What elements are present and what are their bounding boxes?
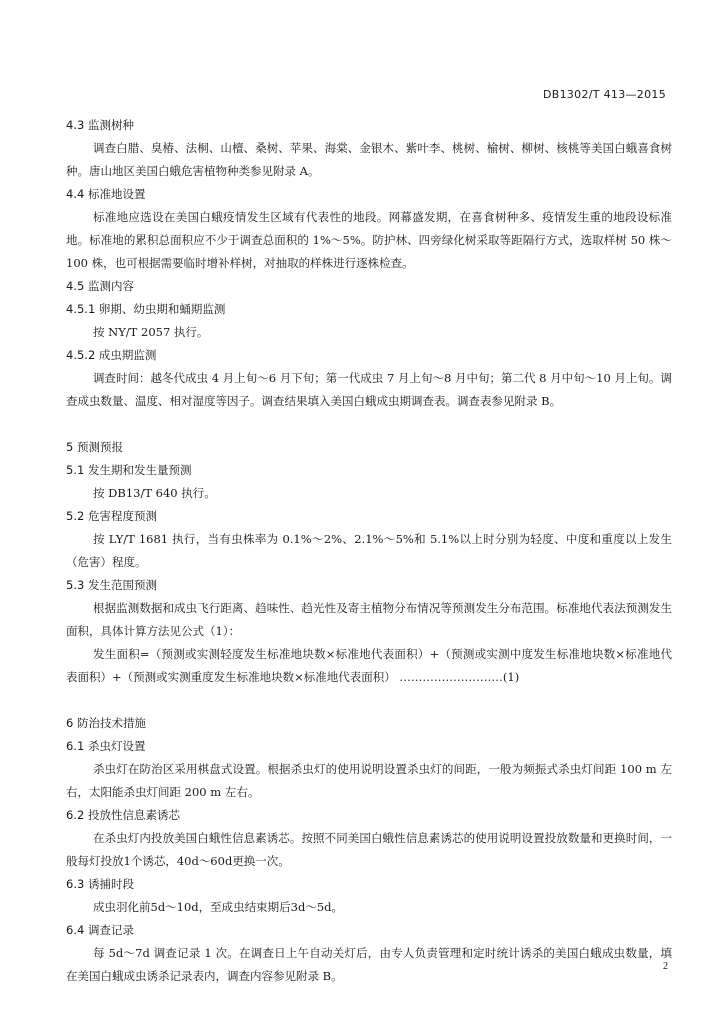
paragraph: 调查时间：越冬代成虫 4 月上旬～6 月下旬；第一代成虫 7 月上旬～8 月中旬；第二代 8 月中旬～10 月上旬。调查成虫数量、温度、相对湿度等因子。调查结果填入美国白蛾成虫期调查表。调查表参见附录 B。: [66, 371, 672, 408]
section-heading: 6.4 调查记录: [66, 923, 134, 937]
section-heading: 4.5.2 成虫期监测: [66, 348, 157, 362]
page-number: 2: [663, 961, 668, 972]
section-heading: 5.3 发生范围预测: [66, 578, 157, 592]
section-heading: 5 预测预报: [66, 440, 123, 454]
paragraph: 按 NY/T 2057 执行。: [93, 325, 209, 339]
section-heading: 5.1 发生期和发生量预测: [66, 463, 192, 477]
paragraph: 标准地应选设在美国白蛾疫情发生区域有代表性的地段。网幕盛发期，在喜食树种多、疫情发生重的地段设标准地。标准地的累积总面积应不少于调查总面积的 1%～5%。防护林、四旁绿化树采取等距隔行方式，选取样树 50 株～100 株，也可根据需要临时增补样树，对抽取的样株进行逐株检查。: [66, 210, 672, 270]
paragraph: 杀虫灯在防治区采用棋盘式设置。根据杀虫灯的使用说明设置杀虫灯的间距，一般为频振式杀虫灯间距 100 m 左右，太阳能杀虫灯间距 200 m 左右。: [66, 762, 672, 799]
paragraph: 按 DB13/T 640 执行。: [93, 486, 216, 500]
section-heading: 6 防治技术措施: [66, 716, 146, 730]
formula-paragraph: 发生面积=（预测或实测轻度发生标准地块数×标准地代表面积）+（预测或实测中度发生标准地块数×标准地代表面积）+（预测或实测重度发生标准地块数×标准地代表面积） ………………………(1): [66, 647, 672, 684]
paragraph: 每 5d～7d 调查记录 1 次。在调查日上午自动关灯后，由专人负责管理和定时统计诱杀的美国白蛾成虫数量，填在美国白蛾成虫诱杀记录表内，调查内容参见附录 B。: [66, 946, 672, 983]
section-gap: [66, 413, 672, 436]
section-heading: 5.2 危害程度预测: [66, 509, 157, 523]
paragraph: 按 LY/T 1681 执行，当有虫株率为 0.1%～2%、2.1%～5%和 5.1%以上时分别为轻度、中度和重度以上发生（危害）程度。: [66, 532, 672, 569]
section-heading: 6.3 诱捕时段: [66, 877, 134, 891]
paragraph: 根据监测数据和成虫飞行距离、趋味性、趋光性及寄主植物分布情况等预测发生分布范围。标准地代表法预测发生面积，具体计算方法见公式（1）：: [66, 601, 672, 638]
section-heading: 4.3 监测树种: [66, 118, 134, 132]
section-heading: 4.4 标准地设置: [66, 187, 146, 201]
document-body: [66, 114, 672, 988]
section-heading: 6.1 杀虫灯设置: [66, 739, 146, 753]
section-heading: 4.5.1 卵期、幼虫期和蛹期监测: [66, 302, 226, 316]
document-code: DB1302/T 413—2015: [542, 88, 666, 101]
paragraph: 在杀虫灯内投放美国白蛾性信息素诱芯。按照不同美国白蛾性信息素诱芯的使用说明设置投放数量和更换时间，一般每灯投放1个诱芯，40d～60d更换一次。: [66, 831, 672, 868]
section-gap: [66, 689, 672, 712]
paragraph: 成虫羽化前5d～10d，至成虫结束期后3d～5d。: [93, 900, 344, 914]
section-heading: 4.5 监测内容: [66, 279, 134, 293]
paragraph: 调查白腊、臭椿、法桐、山檀、桑树、苹果、海棠、金银木、紫叶李、桃树、榆树、柳树、核桃等美国白蛾喜食树种。唐山地区美国白蛾危害植物种类参见附录 A。: [66, 141, 672, 178]
section-heading: 6.2 投放性信息素诱芯: [66, 808, 180, 822]
